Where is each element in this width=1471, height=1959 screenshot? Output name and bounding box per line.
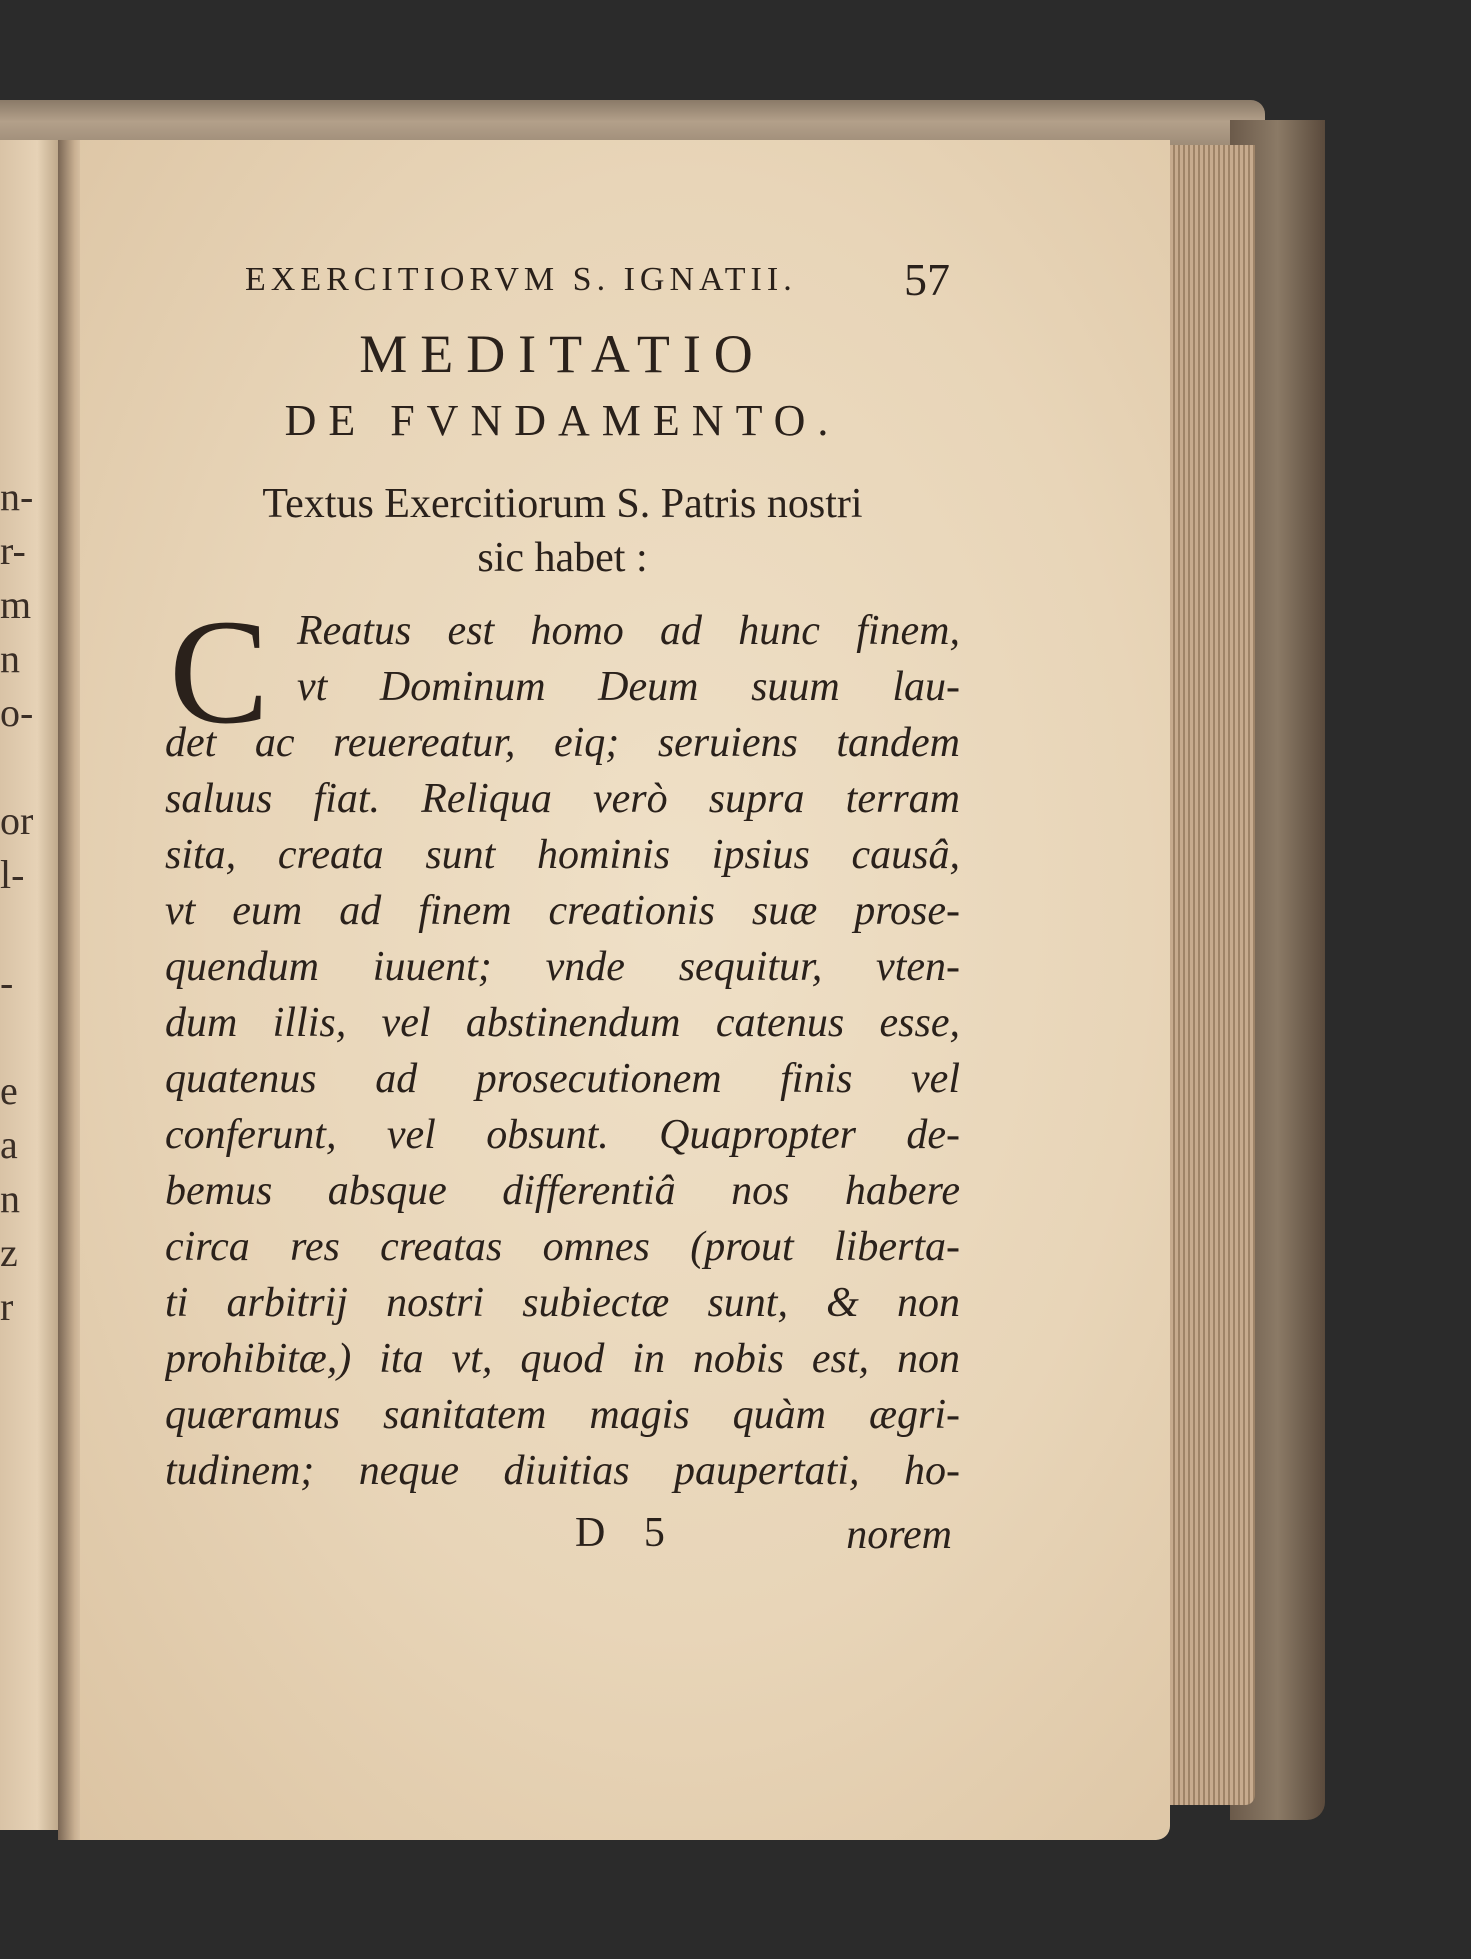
catchword: norem [846,1512,952,1558]
subheading-line: Textus Exercitiorum S. Patris nostri [262,481,863,527]
text-line: saluus fiat. Reliqua verò supra terram [165,776,960,822]
facing-page-fragment [0,902,40,956]
facing-page-left [0,140,62,1830]
text-line: sita, creata sunt hominis ipsius causâ, [165,832,960,878]
page-fore-edge [1160,145,1255,1805]
facing-page-fragment: n [0,636,20,681]
text-line: conferunt, vel obsunt. Quapropter de- [165,1112,960,1158]
facing-page-fragment: r [0,1284,14,1329]
facing-page-fragment: n- [0,474,34,519]
running-head [165,255,960,305]
drop-cap: C [169,589,270,755]
title-meditatio: MEDITATIO [359,324,766,384]
facing-page-fragment: - [0,960,14,1005]
text-line: tudinem; neque diuitias paupertati, ho- [165,1448,960,1494]
facing-page-fragment: o- [0,690,34,735]
facing-page-fragment: r- [0,528,26,573]
text-line: quendum iuuent; vnde sequitur, vten- [165,944,960,990]
facing-page-fragment: or [0,798,34,843]
text-line: quatenus ad prosecutionem finis vel [165,1056,960,1102]
facing-page-fragment: l- [0,852,25,897]
page-number: 57 [904,254,950,305]
facing-page-fragment [0,740,40,794]
text-line: vt eum ad finem creationis suæ prose- [165,888,960,934]
signature-mark: D 5 [575,1510,679,1556]
page-text-block [165,255,960,1565]
text-line: prohibitæ,) ita vt, quod in nobis est, non [165,1336,960,1382]
subheading-line: sic habet : [477,535,648,581]
text-line: quæramus sanitatem magis quàm ægri- [165,1392,960,1438]
text-line: circa res creatas omnes (prout liberta- [165,1224,960,1270]
body-text [165,589,960,1499]
text-line: bemus absque differentiâ nos habere [165,1168,960,1214]
subheading [165,477,960,585]
text-line: ti arbitrij nostri subiectæ sunt, & non [165,1280,960,1326]
facing-page-fragment: n [0,1176,20,1221]
running-head-title: EXERCITIORVM S. IGNATII. [245,261,797,298]
title-de-fundamento: DE FVNDAMENTO. [284,396,841,445]
text-line: vt Dominum Deum suum lau- [297,664,960,710]
text-line: Reatus est homo ad hunc finem, [297,608,960,654]
facing-page-text-fragments [0,470,40,1334]
page-foot [165,1505,960,1565]
facing-page-fragment: m [0,582,32,627]
facing-page-fragment: z [0,1230,18,1275]
text-line: dum illis, vel abstinendum catenus esse, [165,1000,960,1046]
text-line: det ac reuereatur, eiq; seruiens tandem [165,720,960,766]
facing-page-fragment: a [0,1122,18,1167]
facing-page-fragment [0,1010,40,1064]
facing-page-fragment: e [0,1068,18,1113]
